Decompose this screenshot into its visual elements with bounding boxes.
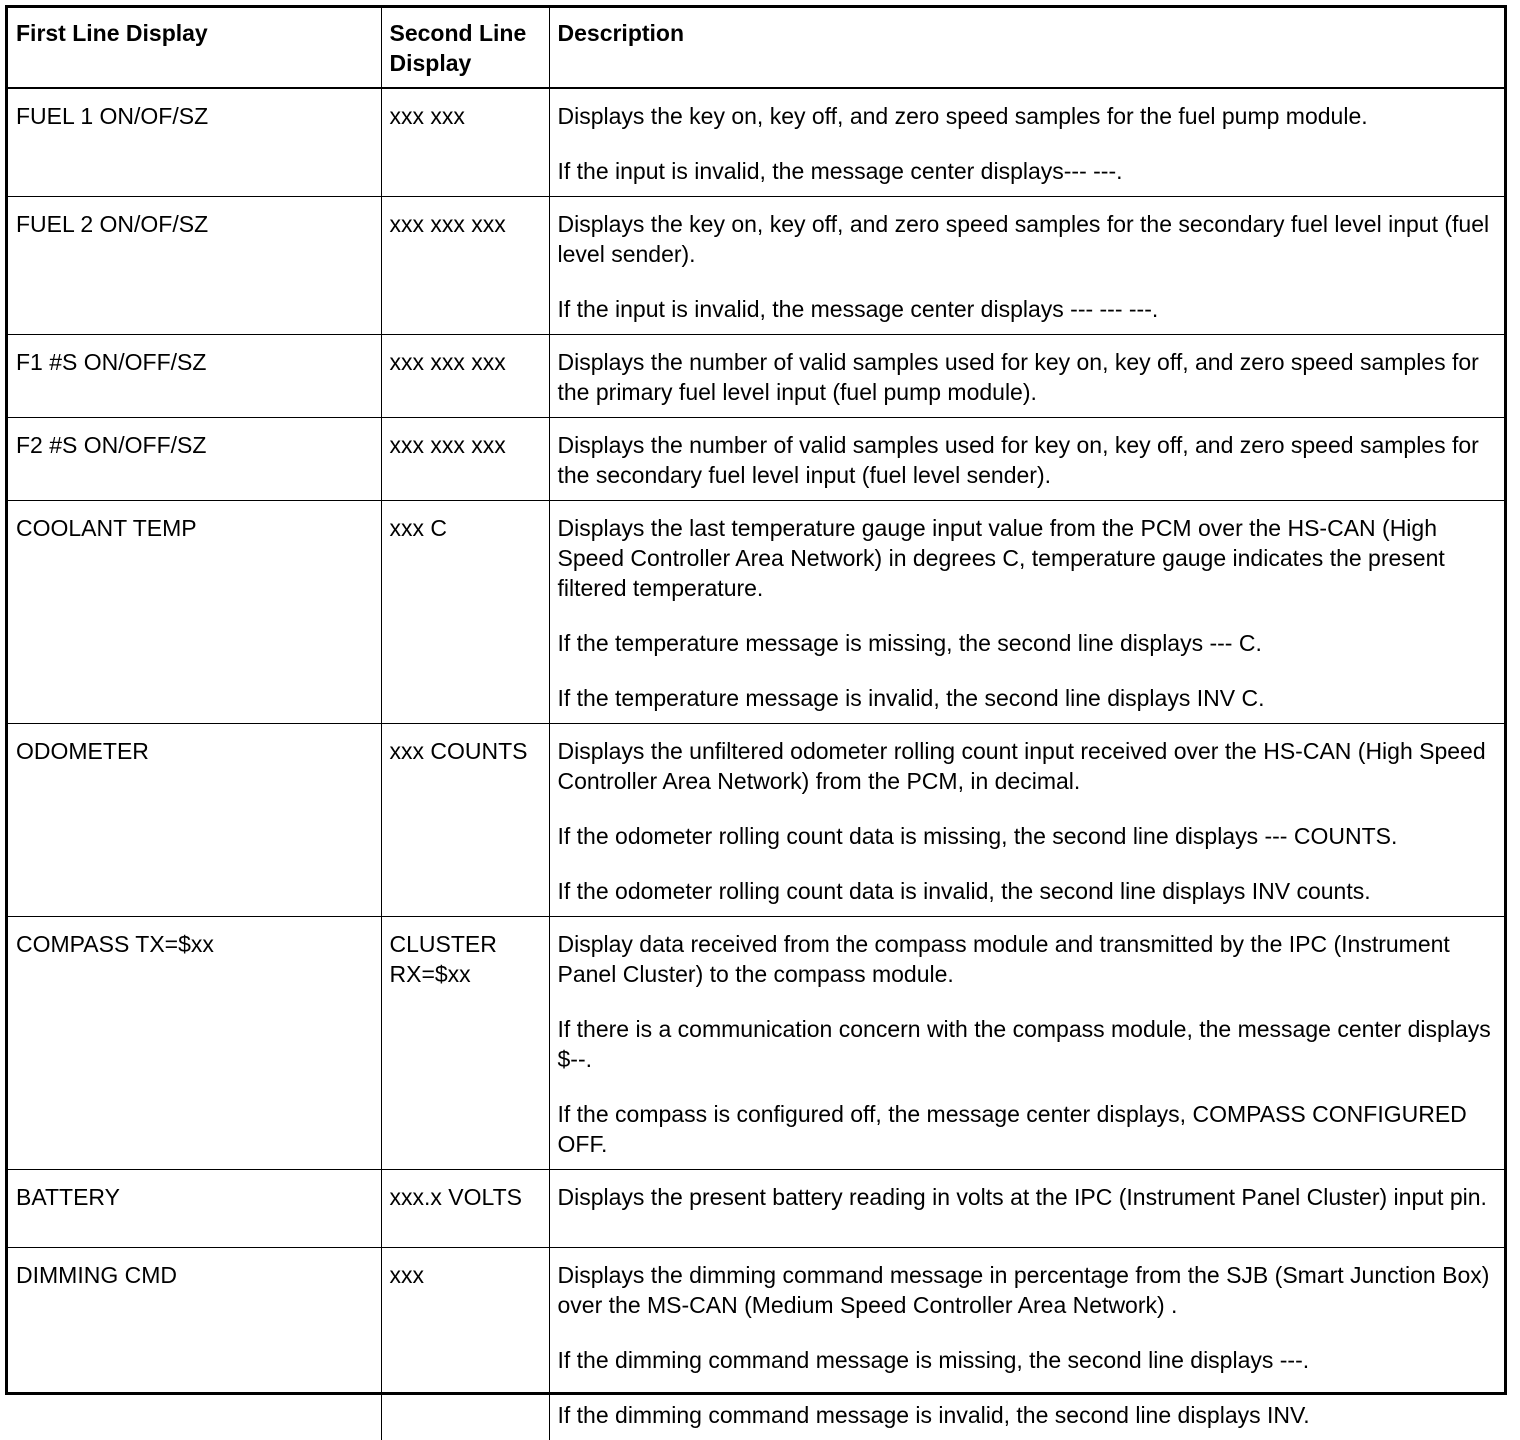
table-row xyxy=(8,335,1504,418)
description-paragraph: Displays the unfiltered odometer rolling count input received over the HS-CAN (High Speed Controller Area Network) from the PCM, in decimal. xyxy=(558,736,1497,796)
description-paragraph: Displays the present battery reading in volts at the IPC (Instrument Panel Cluster) input pin. xyxy=(558,1182,1497,1212)
description-paragraph: If the odometer rolling count data is invalid, the second line displays INV counts. xyxy=(558,876,1497,906)
cell-second-line-display: xxx xyxy=(381,1248,549,1440)
cell-second-line-display: xxx COUNTS xyxy=(381,724,549,917)
cell-first-line-display: COOLANT TEMP xyxy=(8,501,381,724)
cell-description xyxy=(549,724,1504,917)
table-row xyxy=(8,418,1504,501)
cell-first-line-display: ODOMETER xyxy=(8,724,381,917)
cell-description xyxy=(549,197,1504,335)
cell-second-line-display: xxx xxx xyxy=(381,88,549,197)
description-paragraph: Displays the dimming command message in percentage from the SJB (Smart Junction Box) over the MS-CAN (Medium Speed Controller Area Network) . xyxy=(558,1260,1497,1320)
cell-description xyxy=(549,335,1504,418)
description-paragraph: If the dimming command message is missing, the second line displays ---. xyxy=(558,1345,1497,1375)
description-paragraph: If the odometer rolling count data is missing, the second line displays --- COUNTS. xyxy=(558,821,1497,851)
cell-second-line-display: xxx xxx xxx xyxy=(381,197,549,335)
cell-first-line-display: BATTERY xyxy=(8,1170,381,1248)
cell-first-line-display: COMPASS TX=$xx xyxy=(8,917,381,1170)
description-paragraph: Displays the key on, key off, and zero speed samples for the secondary fuel level input (fuel level sender). xyxy=(558,209,1497,269)
cell-description xyxy=(549,1248,1504,1440)
description-paragraph: Displays the number of valid samples used for key on, key off, and zero speed samples for the primary fuel level input (fuel pump module). xyxy=(558,347,1497,407)
cell-first-line-display: F2 #S ON/OFF/SZ xyxy=(8,418,381,501)
description-paragraph: Displays the number of valid samples used for key on, key off, and zero speed samples for the secondary fuel level input (fuel level sender). xyxy=(558,430,1497,490)
table-row xyxy=(8,88,1504,197)
cell-description xyxy=(549,501,1504,724)
diagnostic-display-table-frame xyxy=(5,5,1507,1395)
description-paragraph: Displays the last temperature gauge input value from the PCM over the HS-CAN (High Speed Controller Area Network) in degrees C, temperature gauge indicates the present filtered temperature. xyxy=(558,513,1497,603)
description-paragraph: If the input is invalid, the message center displays --- --- ---. xyxy=(558,294,1497,324)
table-header-row xyxy=(8,8,1504,88)
cell-second-line-display: xxx C xyxy=(381,501,549,724)
description-paragraph: If the temperature message is missing, the second line displays --- C. xyxy=(558,628,1497,658)
description-paragraph: If the input is invalid, the message center displays--- ---. xyxy=(558,156,1497,186)
diagnostic-display-table xyxy=(8,8,1504,1440)
description-paragraph: If the dimming command message is invalid, the second line displays INV. xyxy=(558,1400,1497,1430)
cell-first-line-display: F1 #S ON/OFF/SZ xyxy=(8,335,381,418)
cell-description xyxy=(549,418,1504,501)
table-row xyxy=(8,197,1504,335)
cell-description xyxy=(549,1170,1504,1248)
cell-second-line-display: xxx.x VOLTS xyxy=(381,1170,549,1248)
cell-second-line-display: xxx xxx xxx xyxy=(381,418,549,501)
description-paragraph: If the compass is configured off, the message center displays, COMPASS CONFIGURED OFF. xyxy=(558,1099,1497,1159)
header-description: Description xyxy=(549,8,1504,88)
cell-first-line-display: FUEL 1 ON/OF/SZ xyxy=(8,88,381,197)
cell-first-line-display: FUEL 2 ON/OF/SZ xyxy=(8,197,381,335)
description-paragraph: If there is a communication concern with the compass module, the message center displays $--. xyxy=(558,1014,1497,1074)
description-paragraph: Display data received from the compass module and transmitted by the IPC (Instrument Panel Cluster) to the compass module. xyxy=(558,929,1497,989)
table-row xyxy=(8,917,1504,1170)
description-paragraph: Displays the key on, key off, and zero speed samples for the fuel pump module. xyxy=(558,101,1497,131)
table-row xyxy=(8,1248,1504,1440)
cell-second-line-display: CLUSTER RX=$xx xyxy=(381,917,549,1170)
cell-description xyxy=(549,88,1504,197)
header-second-line-display: Second Line Display xyxy=(381,8,549,88)
table-row xyxy=(8,1170,1504,1248)
cell-second-line-display: xxx xxx xxx xyxy=(381,335,549,418)
cell-first-line-display: DIMMING CMD xyxy=(8,1248,381,1440)
table-body xyxy=(8,88,1504,1440)
cell-description xyxy=(549,917,1504,1170)
table-row xyxy=(8,501,1504,724)
description-paragraph: If the temperature message is invalid, the second line displays INV C. xyxy=(558,683,1497,713)
header-first-line-display: First Line Display xyxy=(8,8,381,88)
table-row xyxy=(8,724,1504,917)
